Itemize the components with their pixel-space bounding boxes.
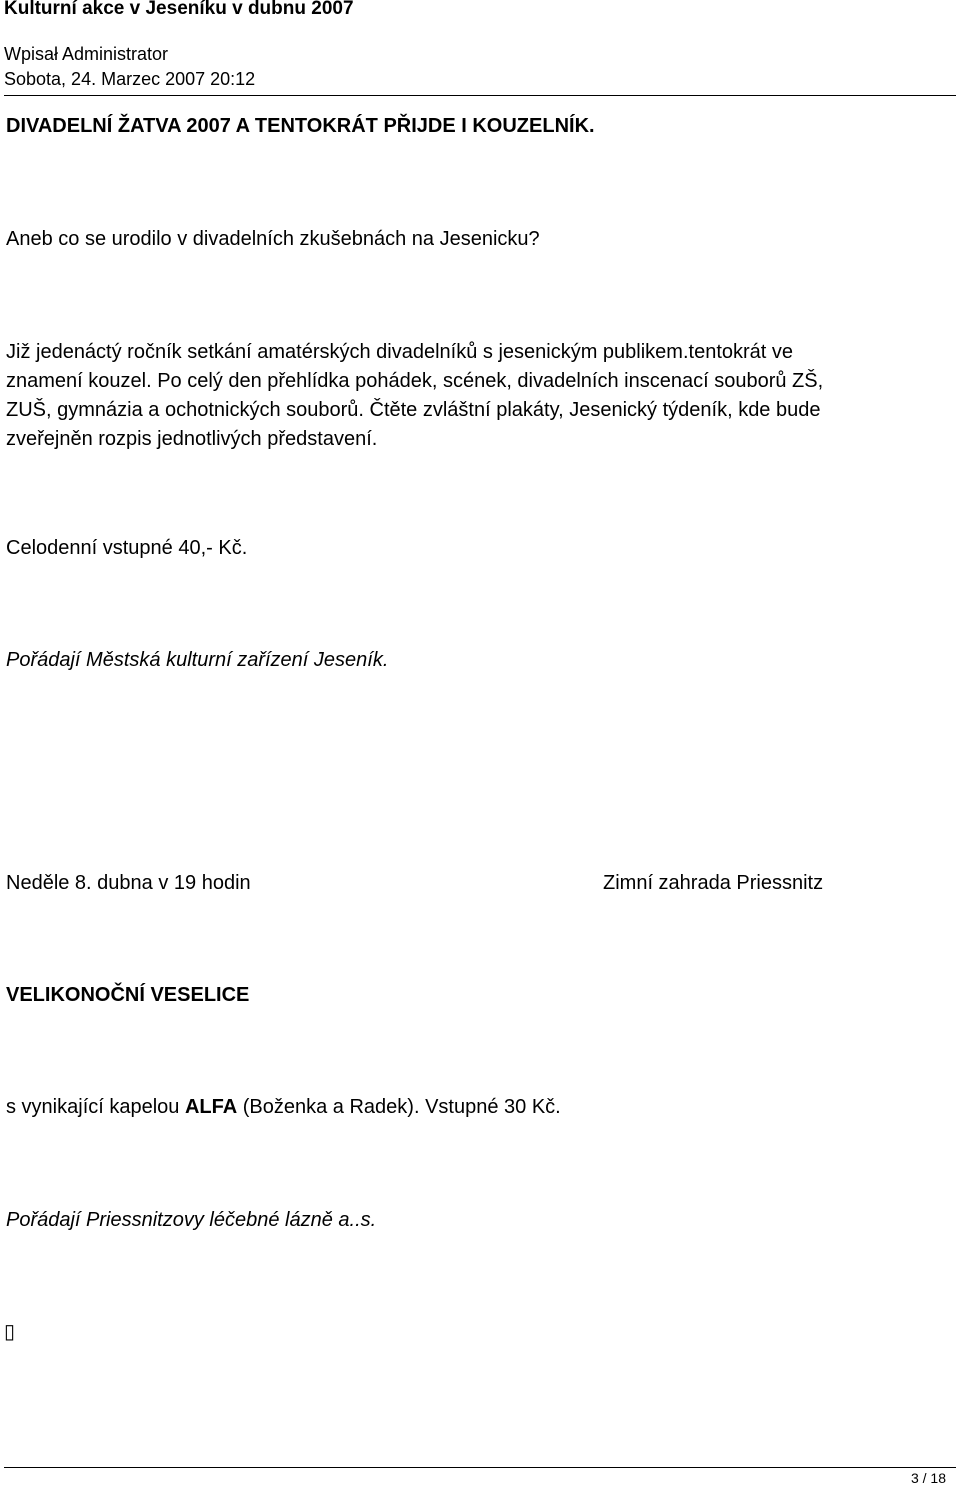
article-subtitle: Aneb co se urodilo v divadelních zkušebnách na Jesenicku?: [6, 228, 540, 250]
event-venue: Zimní zahrada Priessnitz: [603, 872, 824, 894]
event-title: VELIKONOČNÍ VESELICE: [6, 984, 250, 1006]
header-divider: [4, 95, 956, 96]
missing-glyph: ▯: [4, 1321, 16, 1343]
intro-line: Již jedenáctý ročník setkání amatérských divadelníků s jesenickým publikem.tentokrát ve: [6, 341, 794, 363]
band-suffix: (Boženka a Radek). Vstupné 30 Kč.: [237, 1096, 561, 1118]
document-title: Kulturní akce v Jeseníku v dubnu 2007: [4, 0, 354, 19]
band-line: [6, 1093, 561, 1122]
admission-text: Celodenní vstupné 40,- Kč.: [6, 537, 248, 559]
intro-paragraph: [6, 338, 823, 454]
band-prefix: s vynikající kapelou: [6, 1096, 185, 1118]
organizer-text: Pořádají Městská kulturní zařízení Jeseník.: [6, 649, 389, 671]
intro-line: zveřejněn rozpis jednotlivých představení.: [6, 428, 378, 450]
footer-divider: [4, 1467, 956, 1468]
intro-line: znamení kouzel. Po celý den přehlídka pohádek, scének, divadelních inscenací souborů ZŠ,: [6, 370, 824, 392]
date-line: Sobota, 24. Marzec 2007 20:12: [4, 69, 256, 89]
band-name: ALFA: [184, 1096, 238, 1118]
organizer-text-2: Pořádají Priessnitzovy léčebné lázně a..s.: [6, 1209, 377, 1231]
article-heading: DIVADELNÍ ŽATVA 2007 A TENTOKRÁT PŘIJDE I KOUZELNÍK.: [6, 115, 595, 137]
intro-line: ZUŠ, gymnázia a ochotnických souborů. Čtěte zvláštní plakáty, Jesenický týdeník, kde bude: [6, 399, 821, 421]
page-number: 3 / 18: [910, 1470, 946, 1486]
author-line: Wpisał Administrator: [4, 44, 169, 64]
event-date: Neděle 8. dubna v 19 hodin: [6, 872, 251, 894]
